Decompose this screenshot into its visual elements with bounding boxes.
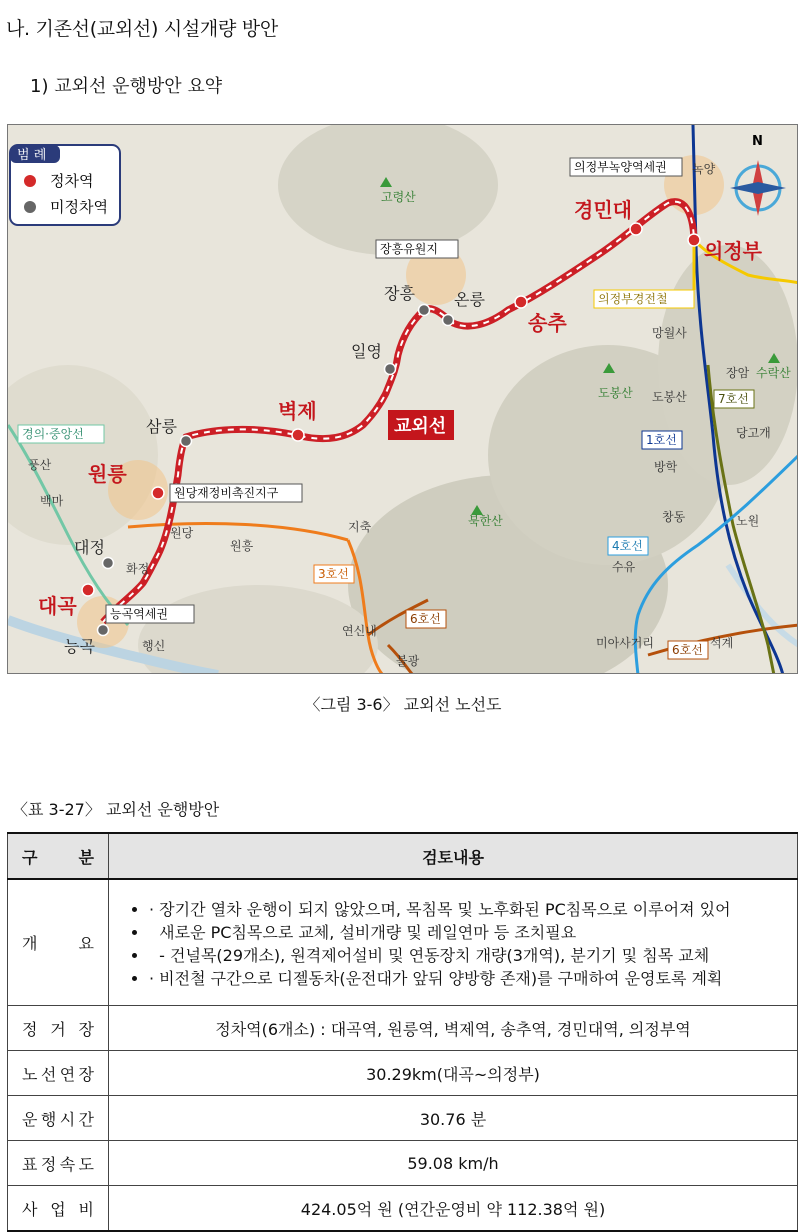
overview-line: • · 장기간 열차 운행이 되지 않았으며, 목침목 및 노후화된 PC침목으로 이루어져 있어 <box>149 897 797 920</box>
svg-text:능곡역세권: 능곡역세권 <box>110 607 168 621</box>
svg-text:도봉산: 도봉산 <box>598 386 633 400</box>
svg-text:지축: 지축 <box>348 520 372 534</box>
row-label-time: 운 행 시 간 <box>8 1096 109 1141</box>
overview-label: 개 요 <box>8 879 109 1006</box>
svg-text:원당: 원당 <box>170 526 194 540</box>
row-label-stations: 정 거 장 <box>8 1006 109 1051</box>
svg-text:방학: 방학 <box>654 460 678 474</box>
svg-text:능곡: 능곡 <box>64 637 95 656</box>
figure-caption: 〈그림 3-6〉 교외선 노선도 <box>304 695 502 714</box>
svg-text:송추: 송추 <box>528 311 567 335</box>
svg-text:의정부녹양역세권: 의정부녹양역세권 <box>574 160 667 174</box>
svg-text:풍산: 풍산 <box>28 458 52 472</box>
svg-text:장흥유원지: 장흥유원지 <box>380 242 438 256</box>
row-value-stations: 정차역(6개소) : 대곡역, 원릉역, 벽제역, 송추역, 경민대역, 의정부역 <box>109 1006 798 1051</box>
svg-text:북한산: 북한산 <box>468 514 503 528</box>
subsection-title: 1) 교외선 운행방안 요약 <box>30 76 223 97</box>
svg-text:경민대: 경민대 <box>574 198 632 222</box>
table-caption: 〈표 3-27〉 교외선 운행방안 <box>12 800 220 819</box>
svg-text:석계: 석계 <box>710 636 734 650</box>
svg-text:백마: 백마 <box>40 494 64 508</box>
svg-text:6호선: 6호선 <box>672 643 703 657</box>
svg-text:노원: 노원 <box>736 514 760 528</box>
section-title: 나. 기존선(교외선) 시설개량 방안 <box>6 18 278 40</box>
svg-text:녹양: 녹양 <box>692 162 716 176</box>
row-value-speed: 59.08 km/h <box>109 1141 798 1186</box>
map-legend <box>10 145 120 225</box>
svg-text:수락산: 수락산 <box>756 366 791 380</box>
row-label-length: 노 선 연 장 <box>8 1051 109 1096</box>
svg-text:의정부: 의정부 <box>704 239 762 263</box>
svg-text:장암: 장암 <box>726 366 750 380</box>
svg-text:당고개: 당고개 <box>736 426 771 440</box>
svg-text:경의·중앙선: 경의·중앙선 <box>22 427 84 441</box>
row-value-time: 30.76 분 <box>109 1096 798 1141</box>
svg-text:일영: 일영 <box>351 342 382 361</box>
svg-text:화정: 화정 <box>126 562 150 576</box>
svg-text:연신내: 연신내 <box>342 624 377 638</box>
overview-line: • · 비전철 구간으로 디젤동차(운전대가 앞뒤 양방향 존재)를 구매하여 운영토록 계획 <box>149 966 797 989</box>
operation-plan-table <box>7 832 798 1232</box>
svg-text:대정: 대정 <box>74 538 105 557</box>
svg-text:3호선: 3호선 <box>318 567 349 581</box>
row-label-cost: 사 업 비 <box>8 1186 109 1232</box>
svg-text:N: N <box>752 134 763 149</box>
route-map <box>7 124 798 674</box>
svg-text:불광: 불광 <box>396 654 420 668</box>
overview-line: • 새로운 PC침목으로 교체, 설비개량 및 레일연마 등 조치필요 <box>149 920 797 943</box>
svg-text:벽제: 벽제 <box>278 399 317 423</box>
overview-content <box>109 879 798 1006</box>
header-gubun: 구 분 <box>8 833 109 879</box>
svg-text:수유: 수유 <box>612 560 636 574</box>
row-value-length: 30.29km(대곡~의정부) <box>109 1051 798 1096</box>
svg-text:삼릉: 삼릉 <box>146 417 177 436</box>
svg-text:행신: 행신 <box>142 639 166 653</box>
svg-text:6호선: 6호선 <box>410 612 441 626</box>
svg-text:고령산: 고령산 <box>381 190 416 204</box>
svg-text:의정부경전철: 의정부경전철 <box>598 292 668 306</box>
line-label: 교외선 <box>394 416 447 437</box>
svg-text:7호선: 7호선 <box>718 392 749 406</box>
svg-text:온릉: 온릉 <box>454 290 485 309</box>
svg-text:원당재정비촉진지구: 원당재정비촉진지구 <box>174 486 279 500</box>
svg-text:창동: 창동 <box>662 510 686 524</box>
svg-text:원흥: 원흥 <box>230 539 254 553</box>
row-label-speed: 표 정 속 도 <box>8 1141 109 1186</box>
svg-text:미아사거리: 미아사거리 <box>596 636 654 650</box>
svg-text:망월사: 망월사 <box>652 326 687 340</box>
header-content: 검토내용 <box>109 833 798 879</box>
legend-stop: 정차역 <box>50 172 94 190</box>
svg-text:1호선: 1호선 <box>646 433 677 447</box>
svg-text:도봉산: 도봉산 <box>652 390 687 404</box>
svg-text:원릉: 원릉 <box>88 462 127 486</box>
svg-text:대곡: 대곡 <box>38 594 77 618</box>
row-value-cost: 424.05억 원 (연간운영비 약 112.38억 원) <box>109 1186 798 1232</box>
svg-text:4호선: 4호선 <box>612 539 643 553</box>
svg-text:장흥: 장흥 <box>384 284 415 303</box>
legend-title: 범 례 <box>17 148 47 163</box>
legend-nonstop: 미정차역 <box>50 198 108 216</box>
overview-line: • - 건널목(29개소), 원격제어설비 및 연동장치 개량(3개역), 분기기 및 침목 교체 <box>149 943 797 966</box>
